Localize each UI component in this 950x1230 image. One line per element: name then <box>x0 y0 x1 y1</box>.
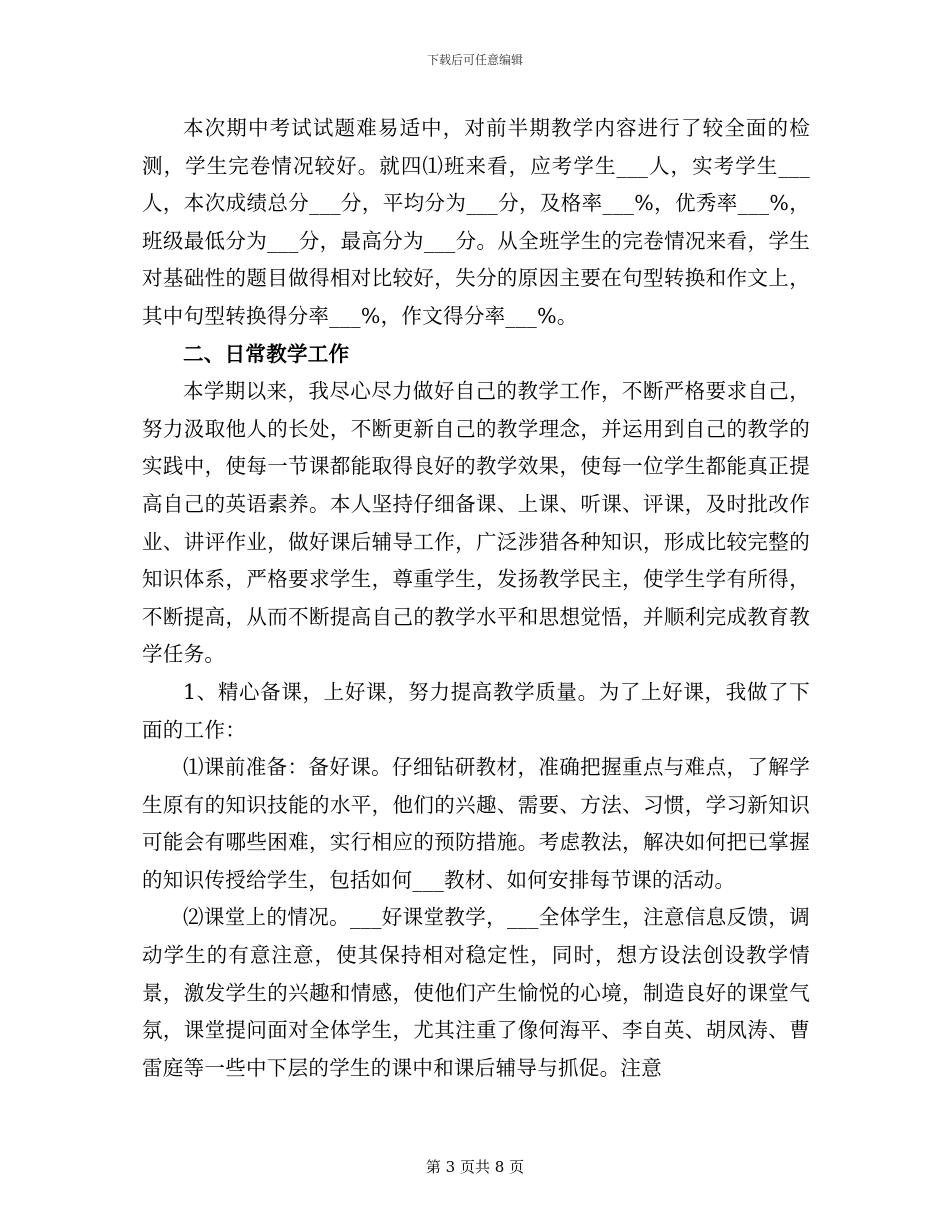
paragraph-lesson-preparation-intro: 1、精心备课，上好课，努力提高教学质量。为了上好课，我做了下面的工作： <box>142 679 810 742</box>
page-header: 下载后可任意编辑 <box>426 53 523 67</box>
paragraph-exam-summary: 本次期中考试试题难易适中，对前半期教学内容进行了较全面的检测，学生完卷情况较好。就四⑴班来看，应考学生___人，实考学生___人，本次成绩总分___分，平均分为___分，及格率___%，优秀率___%，班级最低分为___分，最高分为___分。从全班学生的完卷情况来看，学生对基础性的题目做得相对比较好，失分的原因主要在句型转换和作文上，其中句型转换得分率___%，作文得分率___%。 <box>142 116 810 328</box>
paragraph-classroom-situation: ⑵课堂上的情况。___好课堂教学，___全体学生，注意信息反馈，调动学生的有意注意，使其保持相对稳定性，同时，想方设法创设教学情景，激发学生的兴趣和情感，使他们产生愉悦的心境，制造良好的课堂气氛，课堂提问面对全体学生，尤其注重了像何海平、李自英、胡凤涛、曹雷庭等一些中下层的学生的课中和课后辅导与抓促。注意 <box>142 905 810 1080</box>
section-heading-daily-teaching: 二、日常教学工作 <box>183 341 350 366</box>
document-body <box>142 110 810 1087</box>
paragraph-teaching-work: 本学期以来，我尽心尽力做好自己的教学工作，不断严格要求自己，努力汲取他人的长处，不断更新自己的教学理念，并运用到自己的教学的实践中，使每一节课都能取得良好的教学效果，使每一位学生都能真正提高自己的英语素养。本人坚持仔细备课、上课、听课、评课，及时批改作业、讲评作业，做好课后辅导工作，广泛涉猎各种知识，形成比较完整的知识体系，严格要求学生，尊重学生，发扬教学民主，使学生学有所得，不断提高，从而不断提高自己的教学水平和思想觉悟，并顺利完成教育教学任务。 <box>142 379 810 667</box>
page-number-footer: 第 3 页共 8 页 <box>425 1158 525 1176</box>
paragraph-pre-class-preparation: ⑴课前准备：备好课。仔细钻研教材，准确把握重点与难点，了解学生原有的知识技能的水平，他们的兴趣、需要、方法、习惯，学习新知识可能会有哪些困难，实行相应的预防措施。考虑教法，解决如何把已掌握的知识传授给学生，包括如何___教材、如何安排每节课的活动。 <box>142 755 810 892</box>
